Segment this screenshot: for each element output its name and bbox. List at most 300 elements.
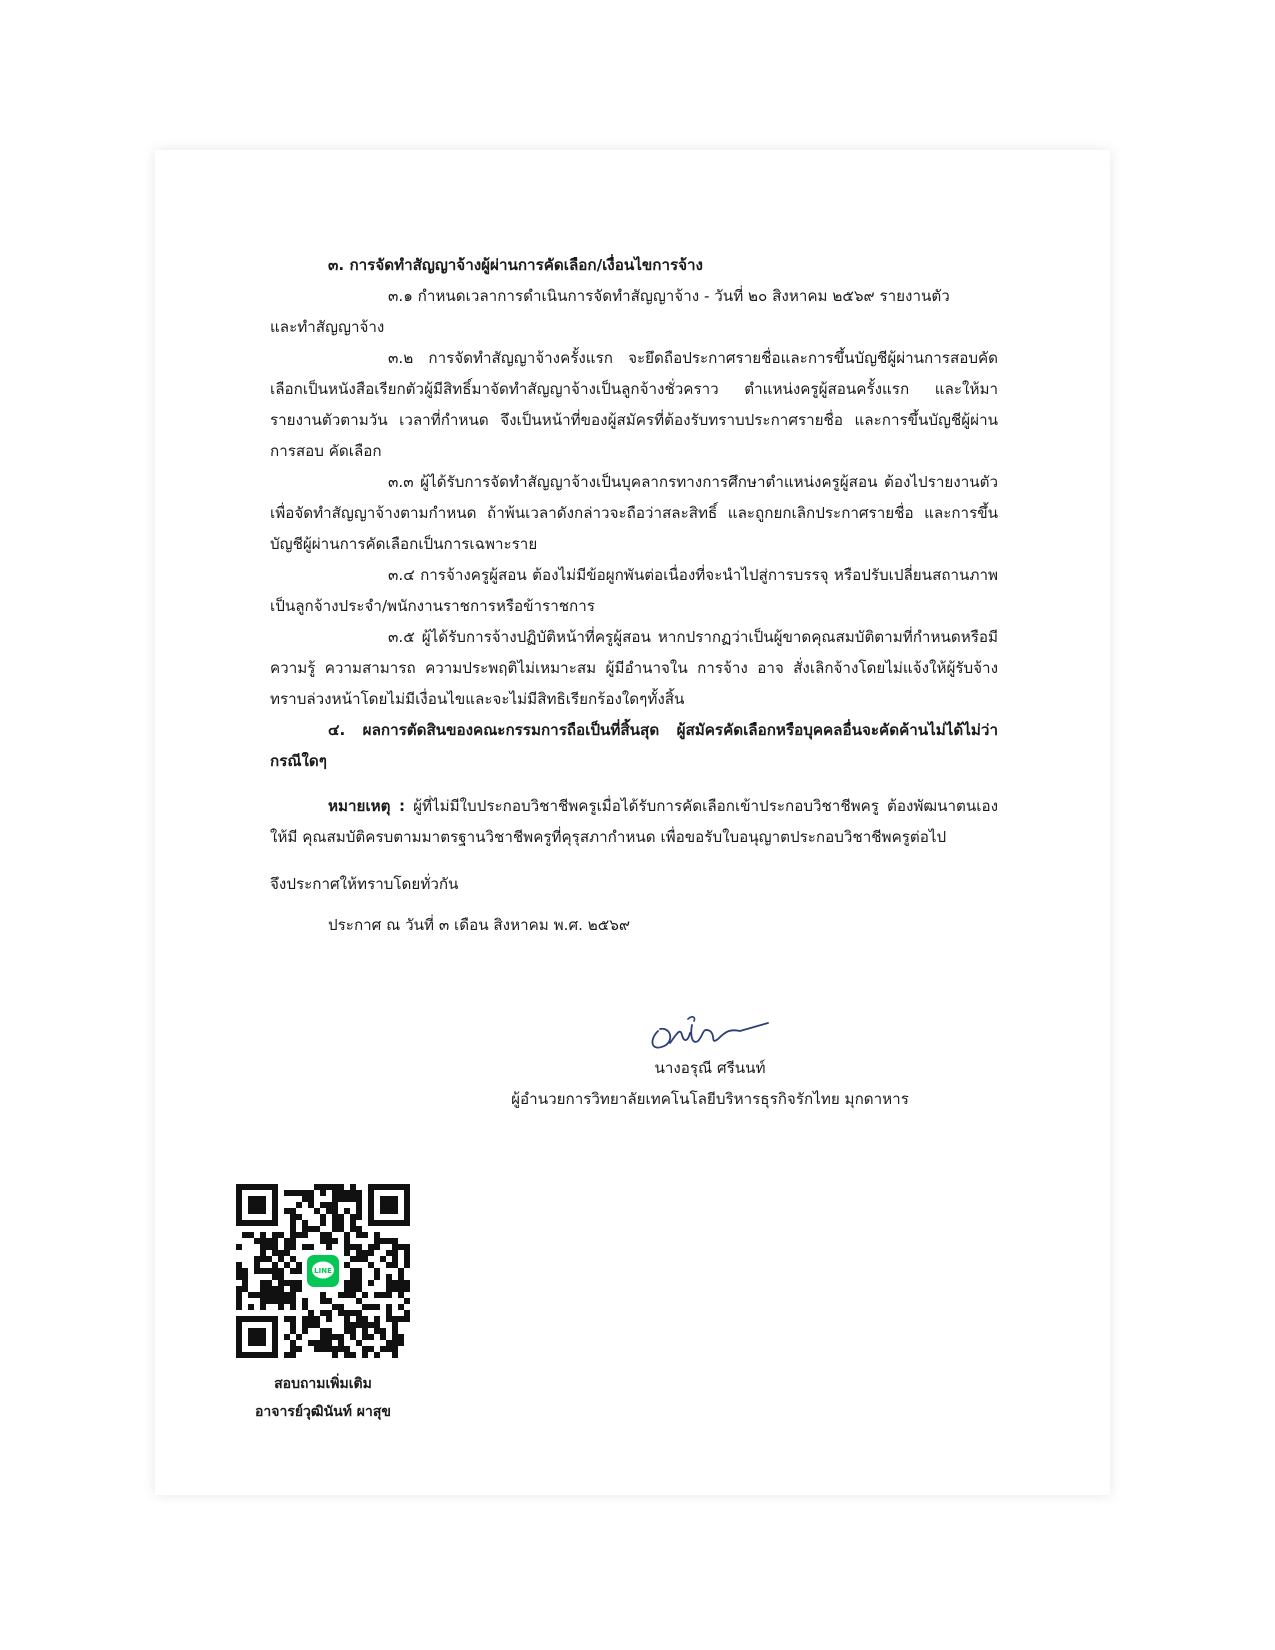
qr-module [404,1256,410,1262]
qr-module [362,1352,368,1358]
qr-module [260,1280,266,1286]
qr-module [296,1202,302,1208]
qr-module [272,1238,278,1244]
qr-module [314,1316,320,1322]
qr-module [308,1202,314,1208]
qr-module [356,1286,362,1292]
qr-module [284,1298,290,1304]
qr-module [278,1274,284,1280]
qr-module [344,1316,350,1322]
qr-module [260,1268,266,1274]
qr-module [284,1190,290,1196]
qr-module [392,1322,398,1328]
qr-module [392,1250,398,1256]
qr-module [260,1256,266,1262]
qr-module [350,1334,356,1340]
qr-module [374,1352,380,1358]
handwritten-signature [640,1005,780,1053]
qr-module [260,1292,266,1298]
qr-module [344,1190,350,1196]
qr-module [284,1334,290,1340]
qr-module [356,1310,362,1316]
qr-module [272,1298,278,1304]
qr-module [374,1316,380,1322]
announcement-date: ประกาศ ณ วันที่ ๓ เดือน สิงหาคม พ.ศ. ๒๕๖๙ [328,916,631,934]
qr-module [380,1328,386,1334]
qr-module [266,1292,272,1298]
qr-module [356,1226,362,1232]
qr-module [290,1256,296,1262]
qr-module [380,1346,386,1352]
qr-module [374,1244,380,1250]
qr-module [386,1274,392,1280]
qr-module [368,1244,374,1250]
qr-module [368,1250,374,1256]
qr-module [392,1316,398,1322]
qr-module [308,1322,314,1328]
contact-name: อาจารย์วุฒินันท์ ผาสุข [255,1404,391,1420]
qr-module [278,1268,284,1274]
qr-module [386,1238,392,1244]
qr-module [290,1316,296,1322]
qr-module [386,1250,392,1256]
qr-module [386,1304,392,1310]
clause-3-1-continued: และทำสัญญาจ้าง [270,318,385,336]
qr-module [338,1214,344,1220]
qr-module [362,1292,368,1298]
qr-module [356,1250,362,1256]
document-body [270,250,998,941]
qr-module [332,1226,338,1232]
qr-module [308,1196,314,1202]
qr-module [248,1304,254,1310]
qr-module [374,1274,380,1280]
qr-module [350,1286,356,1292]
qr-module [326,1298,332,1304]
qr-module [350,1244,356,1250]
qr-module [338,1196,344,1202]
qr-module [236,1244,242,1250]
qr-module [302,1328,308,1334]
qr-module [344,1208,350,1214]
qr-module [398,1340,404,1346]
qr-module [404,1262,410,1268]
qr-module [296,1232,302,1238]
qr-module [398,1334,404,1340]
qr-module [356,1232,362,1238]
qr-module [344,1292,350,1298]
qr-module [236,1298,242,1304]
announcement-line: จึงประกาศให้ทราบโดยทั่วกัน [270,875,459,893]
qr-module [338,1190,344,1196]
qr-module [272,1286,278,1292]
qr-module [320,1190,326,1196]
qr-module [308,1226,314,1232]
qr-module [368,1280,374,1286]
qr-module [236,1286,242,1292]
qr-module [326,1184,332,1190]
qr-module [254,1292,260,1298]
qr-module [392,1256,398,1262]
qr-module [344,1232,350,1238]
qr-module [326,1316,332,1322]
qr-finder-top-left-core [248,1196,266,1214]
qr-module [266,1238,272,1244]
qr-module [386,1310,392,1316]
qr-module [308,1310,314,1316]
qr-module [368,1334,374,1340]
qr-module [332,1202,338,1208]
qr-module [278,1256,284,1262]
qr-module [290,1238,296,1244]
qr-module [404,1310,410,1316]
qr-module [338,1310,344,1316]
qr-module [272,1274,278,1280]
qr-module [242,1286,248,1292]
qr-module [392,1334,398,1340]
qr-module [332,1196,338,1202]
qr-module [242,1274,248,1280]
qr-module [278,1304,284,1310]
qr-module [344,1310,350,1316]
qr-module [314,1184,320,1190]
qr-module [290,1298,296,1304]
qr-module [290,1190,296,1196]
qr-module [326,1334,332,1340]
qr-module [314,1208,320,1214]
qr-module [236,1268,242,1274]
qr-module [272,1250,278,1256]
qr-module [290,1346,296,1352]
qr-module [326,1328,332,1334]
qr-module [350,1292,356,1298]
clause-3-5: ๓.๕ ผู้ได้รับการจ้างปฏิบัติหน้าที่ครูผู้สอน หากปรากฏว่าเป็นผู้ขาดคุณสมบัติตามที่กำหนดหรือมีความรู้ ความสามารถ ความประพฤติไม่เหมาะสม ผู้มีอำนาจใน การจ้าง อาจ สั่งเลิกจ้างโดยไม่แจ้งให้ผู้รับจ้างทราบล่วงหน้าโดยไม่มีเงื่อนไขและจะไม่มีสิทธิเรียกร้องใดๆทั้งสิ้น [270,628,998,708]
qr-module [290,1304,296,1310]
qr-module [332,1208,338,1214]
qr-module [302,1322,308,1328]
qr-module [404,1280,410,1286]
qr-module [404,1244,410,1250]
qr-module [314,1346,320,1352]
qr-module [284,1316,290,1322]
qr-module [260,1298,266,1304]
qr-module [398,1286,404,1292]
qr-module [260,1250,266,1256]
qr-module [272,1262,278,1268]
qr-module [344,1280,350,1286]
qr-module [320,1340,326,1346]
qr-module [284,1244,290,1250]
qr-module [260,1238,266,1244]
qr-module [302,1190,308,1196]
qr-module [308,1316,314,1322]
qr-module [398,1268,404,1274]
qr-module [320,1214,326,1220]
qr-module [320,1310,326,1316]
qr-module [350,1310,356,1316]
qr-module [308,1190,314,1196]
qr-module [350,1268,356,1274]
clause-3-2: ๓.๒ การจัดทำสัญญาจ้างครั้งแรก จะยึดถือประกาศรายชื่อและการขึ้นบัญชีผู้ผ่านการสอบคัดเลือกเป็นหนังสือเรียกตัวผู้มีสิทธิ์มาจัดทำสัญญาจ้างเป็นลูกจ้างชั่วคราว ตำแหน่งครูผู้สอนครั้งแรก และให้มารายงานตัวตามวัน เวลาที่กำหนด จึงเป็นหน้าที่ของผู้สมัครที่ต้องรับทราบประกาศรายชื่อ และการขึ้นบัญชีผู้ผ่านการสอบ คัดเลือก [270,349,998,460]
qr-module [398,1280,404,1286]
qr-module [374,1304,380,1310]
qr-module [380,1334,386,1340]
qr-module [290,1220,296,1226]
qr-module [254,1256,260,1262]
qr-module [386,1292,392,1298]
qr-module [356,1214,362,1220]
qr-module [338,1304,344,1310]
qr-module [344,1352,350,1358]
qr-module [302,1232,308,1238]
qr-module [356,1208,362,1214]
qr-module [290,1208,296,1214]
qr-module [266,1286,272,1292]
qr-module [290,1280,296,1286]
qr-module [242,1280,248,1286]
qr-module [338,1226,344,1232]
qr-module [344,1250,350,1256]
qr-module [320,1292,326,1298]
qr-module [296,1346,302,1352]
qr-module [266,1298,272,1304]
qr-module [362,1346,368,1352]
qr-module [290,1286,296,1292]
qr-module [236,1292,242,1298]
qr-module [332,1352,338,1358]
qr-module [260,1244,266,1250]
qr-module [248,1232,254,1238]
qr-module [368,1262,374,1268]
qr-module [350,1280,356,1286]
qr-module [356,1280,362,1286]
qr-module [320,1298,326,1304]
qr-module [320,1346,326,1352]
section-3-heading: ๓. การจัดทำสัญญาจ้างผู้ผ่านการคัดเลือก/เงื่อนไขการจ้าง [328,256,703,274]
qr-module [302,1316,308,1322]
qr-module [332,1220,338,1226]
qr-module [356,1316,362,1322]
qr-module [278,1232,284,1238]
qr-module [350,1196,356,1202]
signature-block [430,1005,990,1115]
qr-module [302,1226,308,1232]
qr-module [362,1250,368,1256]
qr-module [398,1274,404,1280]
qr-module [296,1268,302,1274]
qr-module [338,1292,344,1298]
qr-module [356,1274,362,1280]
qr-module [380,1256,386,1262]
qr-module [236,1304,242,1310]
qr-module [356,1244,362,1250]
signer-position: ผู้อำนวยการวิทยาลัยเทคโนโลยีบริหารธุรกิจรักไทย มุกดาหาร [511,1090,909,1108]
remark-text: ผู้ที่ไม่มีใบประกอบวิชาชีพครูเมื่อได้รับการคัดเลือกเข้าประกอบวิชาชีพครู ต้องพัฒนาตนเองให้มี คุณสมบัติครบตามมาตรฐานวิชาชีพครูที่คุรุสภากำหนด เพื่อขอรับใบอนุญาตประกอบวิชาชีพครูต่อไป [270,797,998,846]
qr-module [242,1232,248,1238]
line-badge-text: LINE [314,1267,332,1275]
qr-module [320,1238,326,1244]
qr-module [350,1220,356,1226]
contact-caption [220,1370,426,1426]
qr-module [284,1208,290,1214]
qr-module [344,1262,350,1268]
qr-module [314,1340,320,1346]
qr-module [392,1328,398,1334]
qr-module [374,1292,380,1298]
qr-module [404,1316,410,1322]
qr-module [356,1256,362,1262]
qr-module [332,1214,338,1220]
qr-module [398,1316,404,1322]
qr-module [350,1274,356,1280]
qr-module [374,1328,380,1334]
qr-module [386,1262,392,1268]
qr-module [368,1322,374,1328]
qr-module [278,1250,284,1256]
section-4: ๔. ผลการตัดสินของคณะกรรมการถือเป็นที่สิ้นสุด ผู้สมัครคัดเลือกหรือบุคคลอื่นจะคัดค้านไม่ได้ไม่ว่ากรณีใดๆ [270,721,998,770]
qr-module [284,1292,290,1298]
qr-module [290,1226,296,1232]
qr-module [308,1244,314,1250]
qr-module [386,1316,392,1322]
contact-line-1: สอบถามเพิ่มเติม [274,1376,372,1392]
qr-module [362,1316,368,1322]
qr-module [332,1346,338,1352]
qr-module [290,1214,296,1220]
qr-module [332,1238,338,1244]
qr-module [326,1244,332,1250]
qr-module [386,1340,392,1346]
qr-module [362,1304,368,1310]
qr-module [314,1226,320,1232]
qr-module [356,1202,362,1208]
qr-module [284,1250,290,1256]
qr-module [296,1280,302,1286]
qr-module [332,1304,338,1310]
qr-module [242,1268,248,1274]
qr-module [362,1256,368,1262]
qr-module [296,1262,302,1268]
qr-module [266,1268,272,1274]
qr-module [236,1262,242,1268]
signer-name: นางอรุณี ศรีนนท์ [654,1059,766,1077]
qr-module [338,1184,344,1190]
qr-module [344,1244,350,1250]
qr-module [278,1292,284,1298]
qr-module [350,1214,356,1220]
qr-module [290,1268,296,1274]
qr-module [398,1304,404,1310]
qr-module [326,1238,332,1244]
qr-module [362,1232,368,1238]
qr-module [272,1268,278,1274]
qr-module [320,1184,326,1190]
qr-module [374,1238,380,1244]
qr-module [290,1328,296,1334]
qr-module [356,1190,362,1196]
qr-module [338,1340,344,1346]
qr-module [392,1286,398,1292]
remark [270,791,998,853]
qr-module [368,1304,374,1310]
qr-module [392,1352,398,1358]
qr-module [320,1232,326,1238]
qr-module [272,1232,278,1238]
qr-module [320,1202,326,1208]
qr-module [326,1232,332,1238]
qr-module [266,1244,272,1250]
qr-module [344,1238,350,1244]
qr-module [356,1196,362,1202]
qr-module [302,1220,308,1226]
qr-module [362,1334,368,1340]
qr-module [332,1184,338,1190]
qr-module [392,1238,398,1244]
qr-module [374,1268,380,1274]
qr-module [260,1286,266,1292]
qr-module [392,1340,398,1346]
qr-module [386,1280,392,1286]
qr-module [398,1292,404,1298]
qr-module [302,1244,308,1250]
qr-module [296,1334,302,1340]
qr-module [266,1280,272,1286]
qr-module [332,1334,338,1340]
qr-module [260,1304,266,1310]
qr-module [290,1352,296,1358]
line-qr-code[interactable] [232,1180,414,1362]
qr-module [362,1322,368,1328]
qr-module [344,1346,350,1352]
qr-module [350,1256,356,1262]
qr-module [380,1238,386,1244]
qr-module [290,1322,296,1328]
qr-module [374,1232,380,1238]
qr-module [296,1190,302,1196]
qr-module [356,1340,362,1346]
qr-module [302,1298,308,1304]
qr-module [260,1232,266,1238]
qr-module [296,1286,302,1292]
qr-module [326,1310,332,1316]
qr-module [344,1328,350,1334]
clause-3-4: ๓.๔ การจ้างครูผู้สอน ต้องไม่มีข้อผูกพันต่อเนื่องที่จะนำไปสู่การบรรจุ หรือปรับเปลี่ยนสถานภาพเป็นลูกจ้างประจำ/พนักงานราชการหรือข้าราชการ [270,566,998,615]
qr-module [272,1292,278,1298]
qr-module [290,1244,296,1250]
qr-code-image [232,1180,414,1362]
qr-module [254,1262,260,1268]
clause-3-3: ๓.๓ ผู้ได้รับการจัดทำสัญญาจ้างเป็นบุคลากรทางการศึกษาตำแหน่งครูผู้สอน ต้องไปรายงานตัวเพื่อจัดทำสัญญาจ้างตามกำหนด ถ้าพ้นเวลาดังกล่าวจะถือว่าสละสิทธิ์ และถูกยกเลิกประกาศรายชื่อ และการขึ้นบัญชีผู้ผ่านการคัดเลือกเป็นการเฉพาะราย [270,473,998,553]
qr-module [290,1292,296,1298]
qr-module [392,1244,398,1250]
qr-module [320,1334,326,1340]
qr-module [392,1346,398,1352]
qr-module [350,1226,356,1232]
qr-finder-top-right-core [380,1196,398,1214]
qr-module [248,1292,254,1298]
qr-module [350,1322,356,1328]
qr-module [338,1220,344,1226]
qr-module [278,1298,284,1304]
clause-3-1: ๓.๑ กำหนดเวลาการดำเนินการจัดทำสัญญาจ้าง - วันที่ ๒๐ สิงหาคม ๒๕๖๙ รายงานตัว [388,287,950,305]
qr-module [404,1250,410,1256]
qr-module [314,1322,320,1328]
qr-module [284,1262,290,1268]
qr-module [344,1322,350,1328]
qr-module [386,1286,392,1292]
qr-module [380,1292,386,1298]
remark-label: หมายเหตุ : [328,797,406,815]
